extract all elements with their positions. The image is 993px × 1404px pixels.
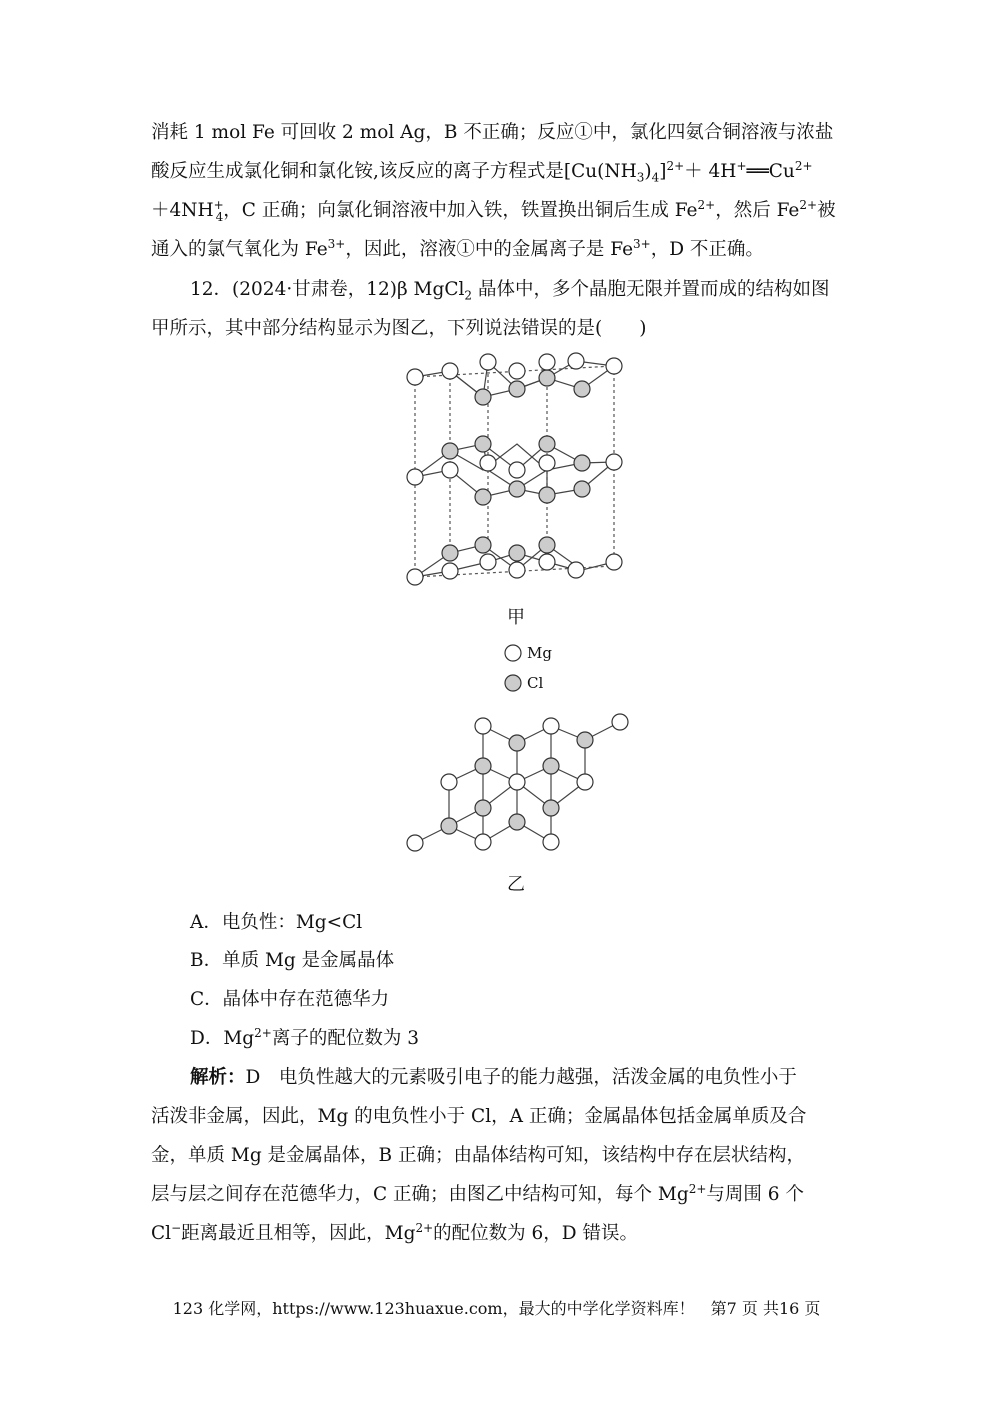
cl-legend-icon	[505, 675, 521, 691]
answer-line: 金，单质 Mg 是金属晶体，B 正确；由晶体结构可知，该结构中存在层状结构，	[151, 1145, 806, 1166]
option-d: D．$Mg^{2+}$离子的配位数为 3	[190, 1025, 419, 1049]
page-footer: 123 化学网，https://www.123huaxue.com，最大的中学化学资料库！ 第7 页 共16 页	[172, 1299, 821, 1318]
answer-line: Cl−距离最近且相等，因此，$Mg^{2+}$的配位数为 6，D 错误。	[151, 1220, 639, 1244]
legend-cl-label: Cl	[527, 674, 544, 692]
option-b: B．单质 Mg 是金属晶体	[190, 950, 395, 971]
question-stem: 12．(2024·甘肃卷，12)β MgCl$_2$ 晶体中，多个晶胞无限并置而成的结构如图	[190, 279, 830, 303]
figure-caption-jia: 甲	[507, 607, 525, 628]
answer-line: 活泼非金属，因此，Mg 的电负性小于 Cl，A 正确；金属晶体包括金属单质及合	[151, 1106, 807, 1127]
answer-line: 层与层之间存在范德华力，C 正确；由图乙中结构可知，每个 $Mg^{2+}$与周围 6 个	[151, 1181, 804, 1205]
text-line: 通入的氯气氧化为 $Fe^{3+}$，因此，溶液①中的金属离子是 $Fe^{3+}$，D 不正确。	[151, 236, 764, 260]
legend-mg-label: Mg	[527, 644, 552, 662]
text-line: 消耗 1 mol Fe 可回收 2 mol Ag，B 不正确；反应①中，氯化四氨合铜溶液与浓盐	[151, 122, 834, 143]
text-line: $+4NH^+_4$，C 正确；向氯化铜溶液中加入铁，铁置换出铜后生成 $Fe^{2+}$，然后 $Fe^{2+}$被	[151, 197, 836, 224]
answer-line: 解析：D 电负性越大的元素吸引电子的能力越强，活泼金属的电负性小于	[190, 1067, 797, 1088]
option-a: A．电负性：Mg<Cl	[190, 912, 363, 933]
question-stem: 甲所示，其中部分结构显示为图乙，下列说法错误的是( )	[151, 318, 647, 339]
text-line: 酸反应生成氯化铜和氯化铵,该反应的离子方程式是$[Cu(NH_3)_4]^{2+}+$ $4H^+══Cu^{2+}$	[151, 158, 813, 185]
option-c: C．晶体中存在范德华力	[190, 989, 390, 1010]
mg-legend-icon	[505, 645, 521, 661]
figure-caption-yi: 乙	[507, 874, 525, 895]
